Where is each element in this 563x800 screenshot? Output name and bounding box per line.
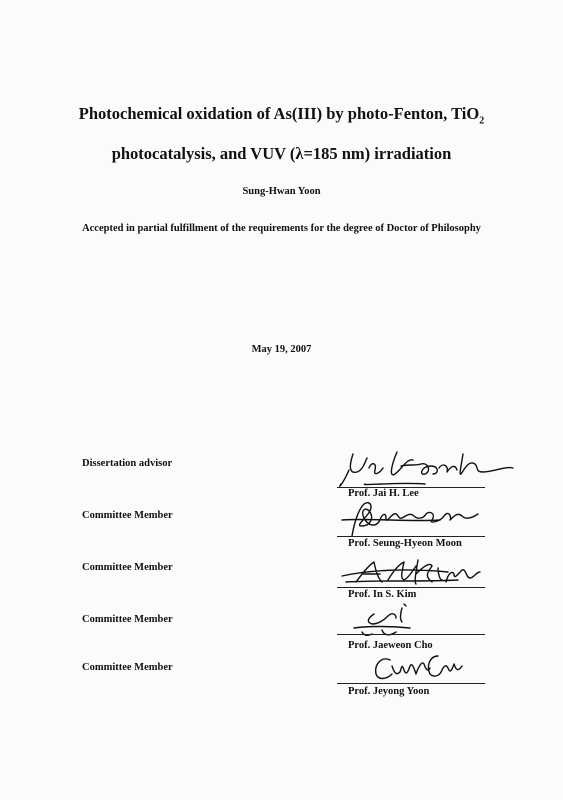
signature-line-member-3 — [337, 634, 485, 635]
title-line-1 — [0, 104, 563, 126]
signature-line-member-2 — [337, 587, 485, 588]
acceptance-statement: Accepted in partial fulfillment of the requirements for the degree of Doctor of Philosophy — [82, 223, 481, 234]
approval-date: May 19, 2007 — [251, 344, 312, 355]
committee-role-member-2: Committee Member — [82, 562, 173, 573]
committee-name-member-4: Prof. Jeyong Yoon — [348, 686, 430, 697]
signature-line-member-4 — [337, 683, 485, 684]
committee-role-member-4: Committee Member — [82, 662, 173, 673]
committee-role-member-3: Committee Member — [82, 614, 173, 625]
title-subscript: 2 — [479, 115, 485, 127]
signature-member-2 — [338, 552, 488, 592]
title-line-2: photocatalysis, and VUV (λ=185 nm) irradiation — [111, 144, 452, 163]
committee-name-member-3: Prof. Jaeweon Cho — [348, 640, 433, 651]
title-line-1-text: Photochemical oxidation of As(III) by photo-Fenton, TiO — [78, 104, 480, 123]
committee-role-advisor: Dissertation advisor — [82, 458, 173, 469]
signature-member-1 — [340, 496, 490, 540]
signature-line-member-1 — [337, 536, 485, 537]
committee-name-advisor: Prof. Jai H. Lee — [348, 488, 419, 499]
committee-role-member-1: Committee Member — [82, 510, 173, 521]
signature-member-4 — [368, 650, 468, 684]
author-name: Sung-Hwan Yoon — [242, 186, 321, 197]
committee-name-member-1: Prof. Seung-Hyeon Moon — [348, 538, 462, 549]
committee-name-member-2: Prof. In S. Kim — [348, 589, 417, 600]
